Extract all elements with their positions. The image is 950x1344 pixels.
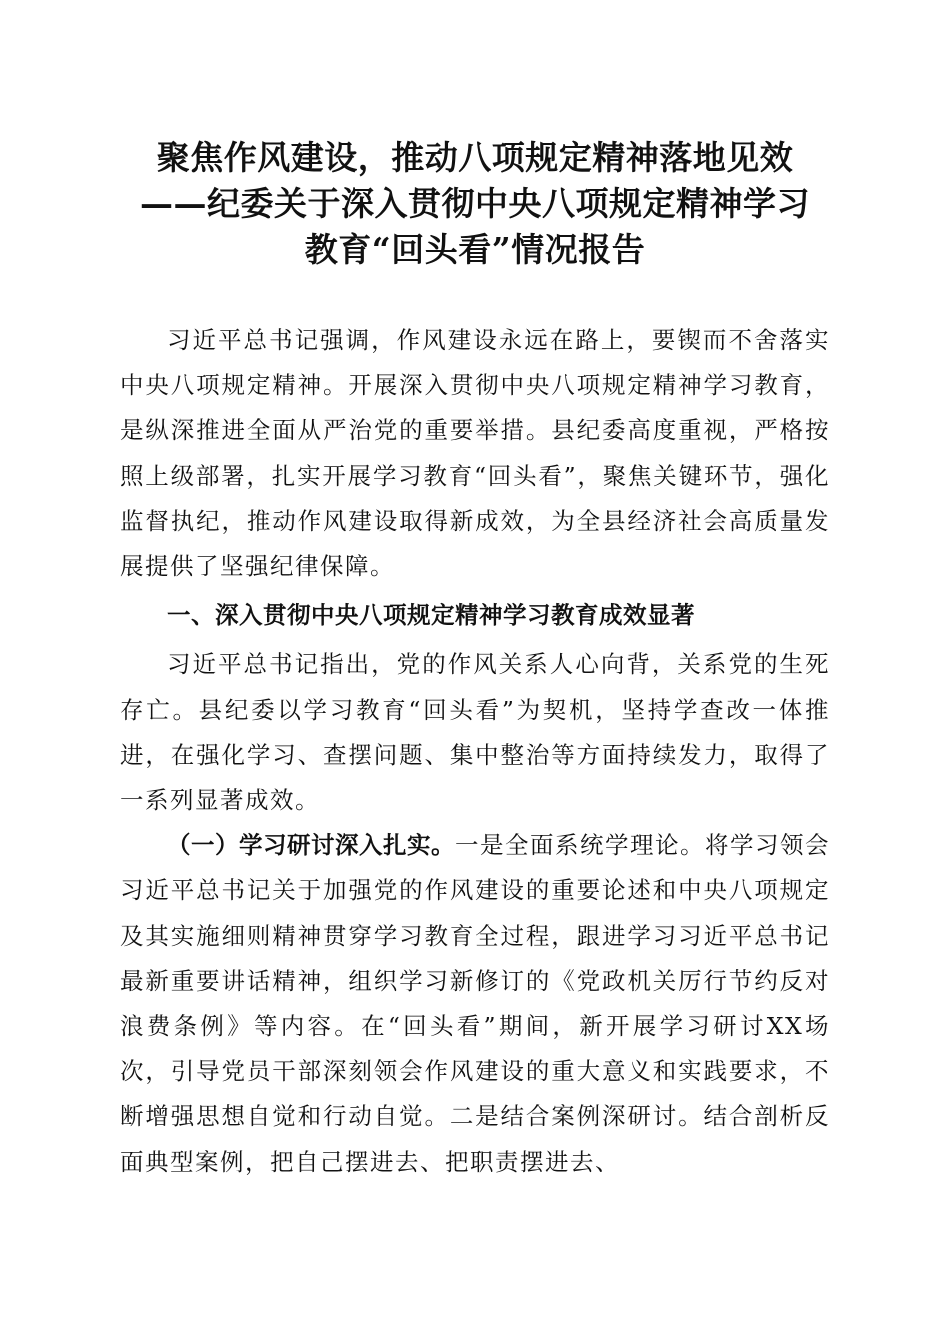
title-line-1: 聚焦作风建设，推动八项规定精神落地见效 <box>156 138 794 177</box>
title-line-2: ——纪委关于深入贯彻中央八项规定精神学习 <box>140 184 810 223</box>
subsection-1-paragraph <box>120 823 830 1185</box>
title-line-3: 教育“回头看”情况报告 <box>304 230 646 269</box>
intro-paragraph: 习近平总书记强调，作风建设永远在路上，要锲而不舍落实中央八项规定精神。开展深入贯彻中央八项规定精神学习教育，是纵深推进全面从严治党的重要举措。县纪委高度重视，严格按照上级部署，扎实开展学习教育“回头看”，聚焦关键环节，强化监督执纪，推动作风建设取得新成效，为全县经济社会高质量发展提供了坚强纪律保障。 <box>120 326 830 581</box>
section-1-heading: 一、深入贯彻中央八项规定精神学习教育成效显著 <box>167 601 695 630</box>
subsection-1-lead: （一）学习研讨深入扎实。 <box>167 831 455 860</box>
section-1-intro-paragraph: 习近平总书记指出，党的作风关系人心向背，关系党的生死存亡。县纪委以学习教育“回头看”为契机，坚持学查改一体推进，在强化学习、查摆问题、集中整治等方面持续发力，取得了一系列显著成效。 <box>120 650 830 815</box>
document-body <box>120 318 830 1185</box>
document-title <box>120 135 830 273</box>
subsection-1-body: 一是全面系统学理论。将学习领会习近平总书记关于加强党的作风建设的重要论述和中央八项规定及其实施细则精神贯穿学习教育全过程，跟进学习习近平总书记最新重要讲话精神，组织学习新修订的《党政机关厉行节约反对浪费条例》等内容。在“回头看”期间，新开展学习研讨XX场次，引导党员干部深刻领会作风建设的重大意义和实践要求，不断增强思想自觉和行动自觉。二是结合案例深研讨。结合剖析反面典型案例，把自己摆进去、把职责摆进去、 <box>120 831 830 1176</box>
